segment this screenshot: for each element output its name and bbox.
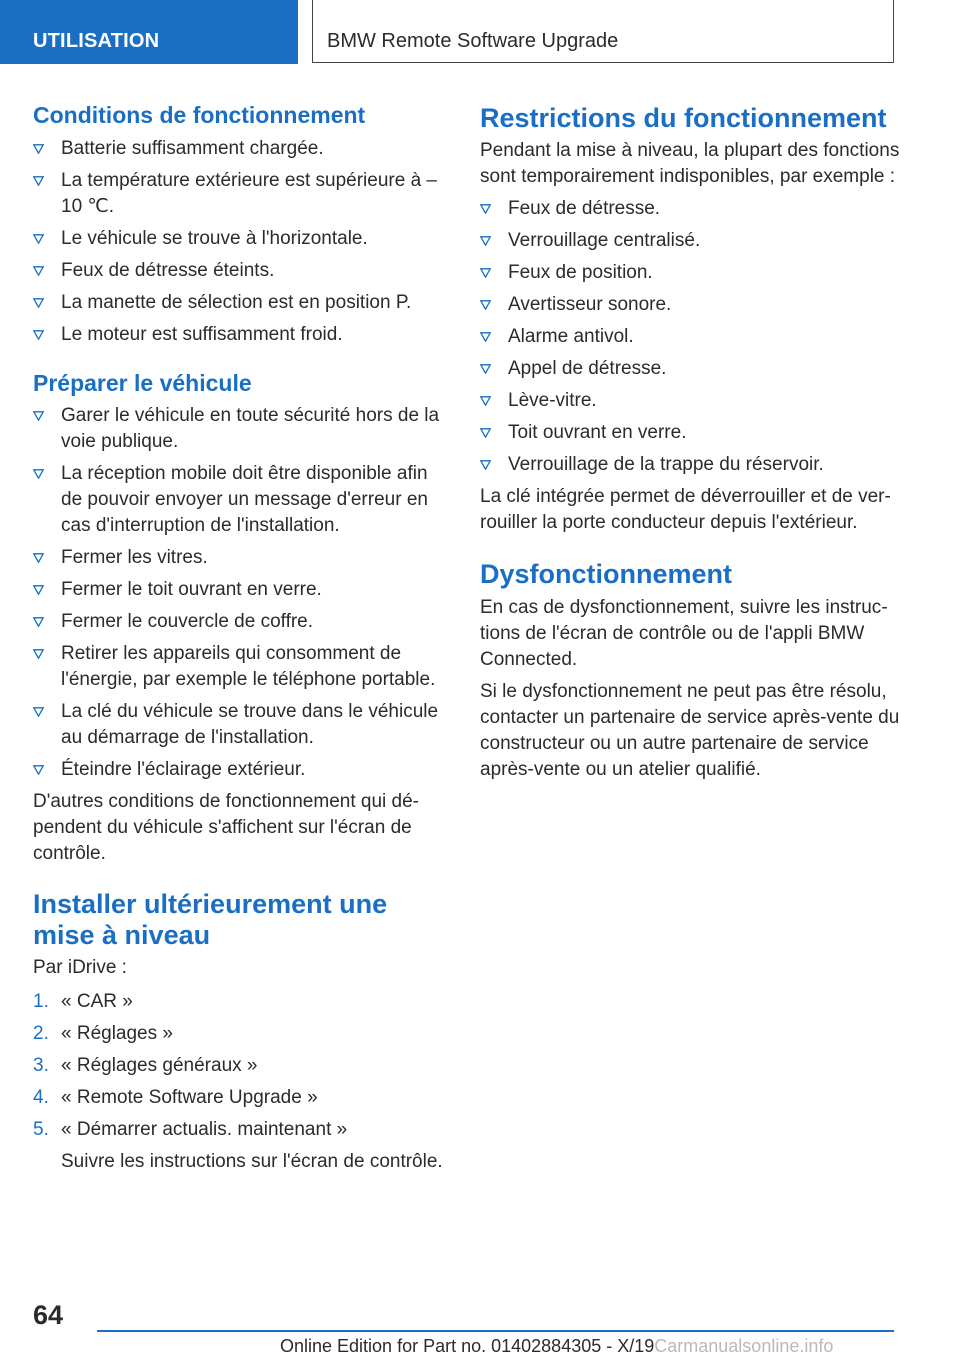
step-number: 3. (33, 1055, 49, 1077)
step-text: « Réglages généraux » (61, 1055, 258, 1077)
conditions-heading: Conditions de fonctionnement (33, 102, 366, 128)
triangle-bullet-icon (33, 707, 44, 717)
step-number: 2. (33, 1023, 49, 1045)
triangle-bullet-icon (480, 460, 491, 470)
triangle-bullet-icon (33, 266, 44, 276)
chapter-title: BMW Remote Software Upgrade (327, 30, 619, 52)
list-item-text: Feux de détresse éteints. (61, 259, 275, 281)
right-column (480, 102, 900, 783)
chapter-tab (312, 0, 894, 63)
list-item (480, 356, 900, 382)
list-item-text: Fermer les vitres. (61, 547, 208, 569)
list-item-text: Le véhicule se trouve à l'horizontale. (61, 227, 368, 249)
list-item-text: Verrouillage de la trappe du réservoir. (508, 454, 824, 476)
step-text: « Remote Software Upgrade » (61, 1087, 318, 1109)
triangle-bullet-icon (33, 411, 44, 421)
triangle-bullet-icon (480, 300, 491, 310)
step-item (33, 1117, 445, 1143)
list-item (480, 388, 900, 414)
list-item-text: Fermer le toit ouvrant en verre. (61, 579, 322, 601)
list-item-text: Le moteur est suffisamment froid. (61, 323, 343, 345)
list-item (33, 290, 445, 316)
footer-edition (280, 1336, 920, 1357)
list-item (33, 226, 445, 252)
list-item (33, 699, 445, 751)
list-item-text: La manette de sélection est en position P. (61, 291, 412, 313)
list-item-text: Verrouillage centralisé. (508, 230, 701, 252)
step-text: « CAR » (61, 991, 133, 1013)
list-item-text: Feux de détresse. (508, 198, 661, 220)
malfunction-p1: En cas de dysfonctionnement, suivre les instructions de l'écran de contrôle ou de l'appli BMW Connected. (480, 596, 888, 670)
restrictions-heading: Restrictions du fonctionnement (480, 103, 887, 133)
list-item-text: Fermer le couvercle de coffre. (61, 611, 314, 633)
watermark-text: Carmanualsonline.info (654, 1336, 834, 1356)
triangle-bullet-icon (33, 649, 44, 659)
list-item (480, 292, 900, 318)
list-item-text: La réception mobile doit être disponible afin de pouvoir envoyer un message d'erreur en cas d'interruption de l'installation. (61, 463, 428, 537)
list-item (480, 452, 900, 478)
triangle-bullet-icon (480, 364, 491, 374)
list-item (480, 420, 900, 446)
triangle-bullet-icon (480, 204, 491, 214)
step-number: 4. (33, 1087, 49, 1109)
restrictions-list (480, 196, 900, 478)
triangle-bullet-icon (33, 144, 44, 154)
triangle-bullet-icon (33, 469, 44, 479)
triangle-bullet-icon (480, 396, 491, 406)
restrictions-note: La clé intégrée permet de déverrouiller et de verrouiller la porte conducteur depuis l'extérieur. (480, 486, 891, 534)
list-item-text: La clé du véhicule se trouve dans le véhicule au démarrage de l'installation. (61, 701, 439, 749)
malfunction-p2: Si le dysfonctionnement ne peut pas être résolu, contacter un partenaire de service après-vente du constructeur ou un autre partenaire de service après-vente ou un atelier qualifié. (480, 680, 900, 780)
triangle-bullet-icon (480, 332, 491, 342)
page-number: 64 (33, 1300, 64, 1330)
list-item (33, 403, 445, 455)
list-item (33, 168, 445, 220)
triangle-bullet-icon (33, 176, 44, 186)
list-item-text: Batterie suffisamment chargée. (61, 137, 324, 159)
list-item (480, 324, 900, 350)
list-item-text: Toit ouvrant en verre. (508, 422, 687, 444)
list-item-text: Retirer les appareils qui consomment de l'énergie, par exemple le téléphone portable. (61, 643, 436, 691)
list-item (480, 260, 900, 286)
prepare-list (33, 403, 445, 783)
list-item-text: La température extérieure est supérieure à –10 ℃. (61, 169, 437, 217)
list-item (33, 641, 445, 693)
install-intro: Par iDrive : (33, 957, 127, 979)
restrictions-intro: Pendant la mise à niveau, la plupart des fonctions sont temporairement indisponibles, par exemple : (480, 140, 900, 188)
list-item-text: Garer le véhicule en toute sécurité hors de la voie publique. (61, 405, 440, 453)
step-item (33, 1053, 445, 1079)
list-item (33, 461, 445, 539)
triangle-bullet-icon (33, 330, 44, 340)
section-tab (0, 0, 298, 64)
triangle-bullet-icon (33, 298, 44, 308)
step-text: « Réglages » (61, 1023, 173, 1045)
list-item (33, 322, 445, 348)
step-text: « Démarrer actualis. maintenant » (61, 1119, 348, 1141)
step-number: 1. (33, 991, 49, 1013)
list-item (480, 196, 900, 222)
list-item (33, 136, 445, 162)
prepare-note: D'autres conditions de fonctionnement qui dépendent du véhicule s'affichent sur l'écran de contrôle. (33, 791, 419, 865)
list-item-text: Alarme antivol. (508, 326, 634, 348)
list-item-text: Éteindre l'éclairage extérieur. (61, 759, 306, 781)
list-item (33, 545, 445, 571)
conditions-list (33, 136, 445, 348)
list-item (480, 228, 900, 254)
step-number: 5. (33, 1119, 49, 1141)
install-steps (33, 989, 445, 1143)
list-item (33, 757, 445, 783)
triangle-bullet-icon (33, 617, 44, 627)
triangle-bullet-icon (33, 234, 44, 244)
list-item-text: Feux de position. (508, 262, 653, 284)
triangle-bullet-icon (480, 268, 491, 278)
edition-text: Online Edition for Part no. 01402884305 - X/19 (280, 1336, 655, 1356)
list-item (33, 258, 445, 284)
install-heading: Installer ultérieurement une mise à niveau (33, 889, 388, 951)
malfunction-heading: Dysfonctionnement (480, 559, 733, 590)
triangle-bullet-icon (480, 236, 491, 246)
step-item (33, 1085, 445, 1111)
triangle-bullet-icon (480, 428, 491, 438)
triangle-bullet-icon (33, 765, 44, 775)
list-item-text: Avertisseur sonore. (508, 294, 672, 316)
install-after: Suivre les instructions sur l'écran de contrôle. (61, 1151, 443, 1173)
list-item-text: Appel de détresse. (508, 358, 667, 380)
section-title: UTILISATION (33, 30, 160, 52)
step-item (33, 1021, 445, 1047)
list-item (33, 577, 445, 603)
list-item (33, 609, 445, 635)
triangle-bullet-icon (33, 553, 44, 563)
left-column (33, 102, 445, 1175)
footer-divider (97, 1330, 894, 1332)
triangle-bullet-icon (33, 585, 44, 595)
prepare-heading: Préparer le véhicule (33, 369, 252, 396)
list-item-text: Lève-vitre. (508, 390, 597, 412)
step-item (33, 989, 445, 1015)
